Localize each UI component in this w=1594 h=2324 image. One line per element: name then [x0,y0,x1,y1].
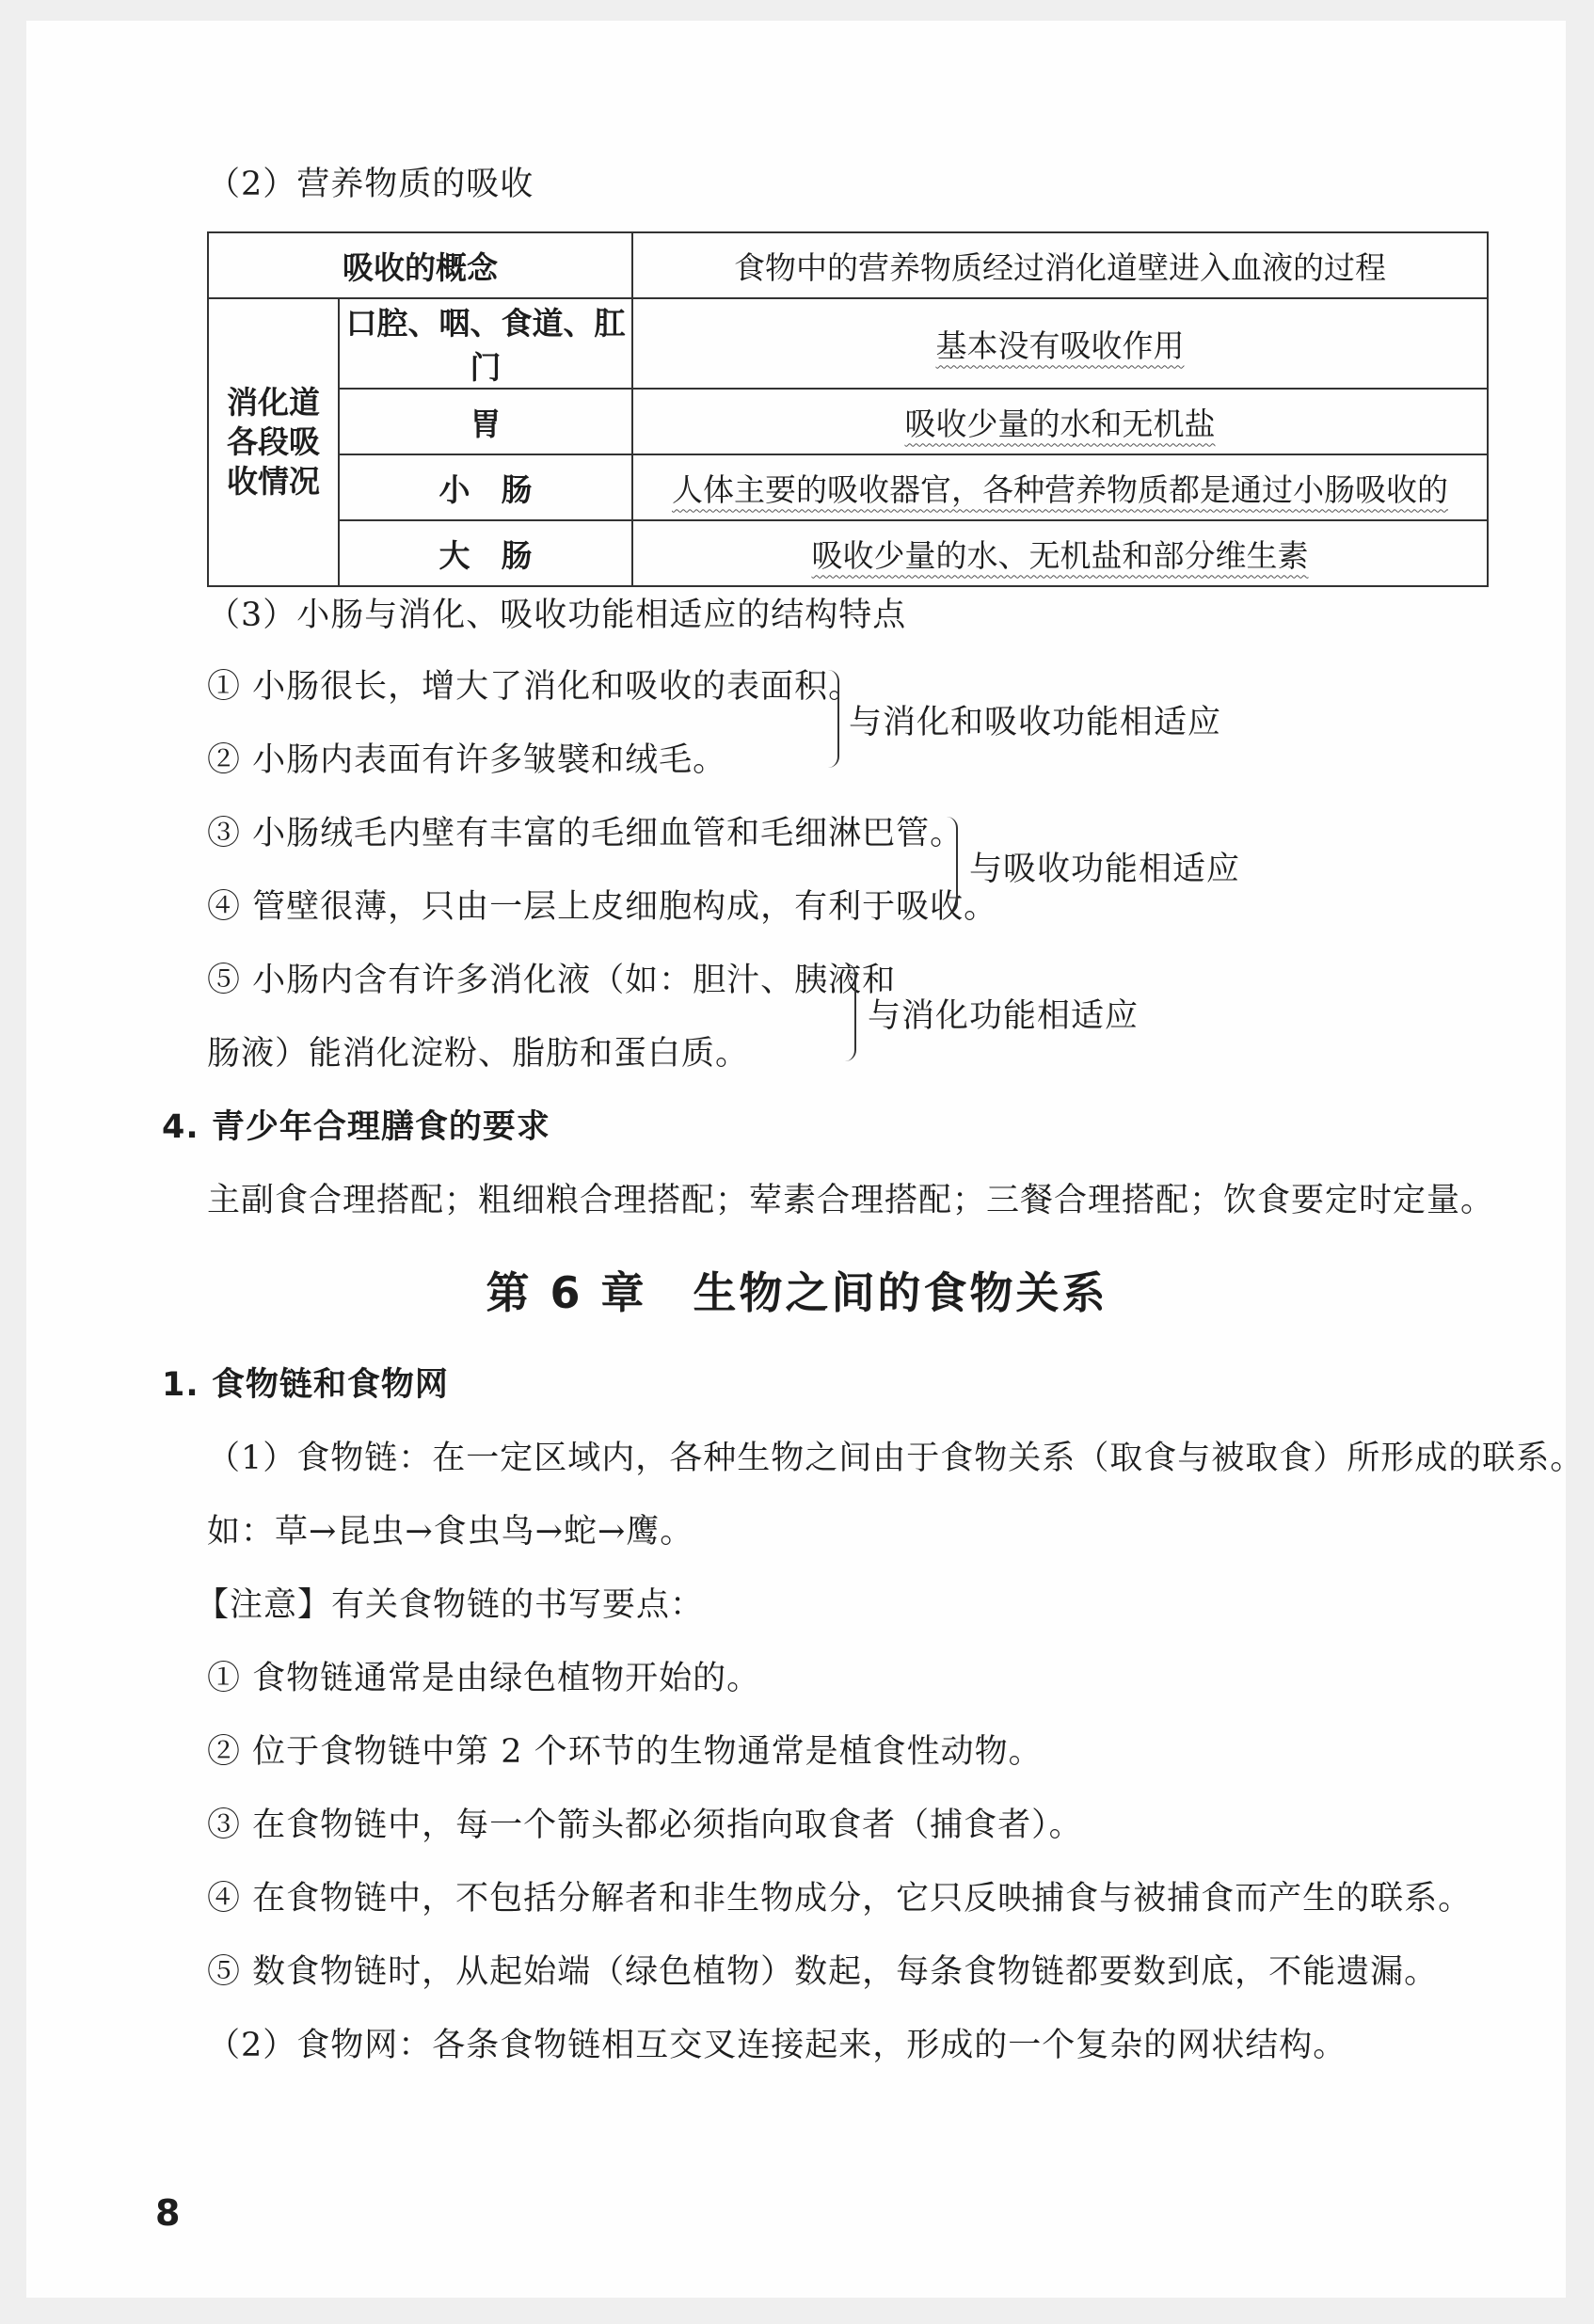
chapter-title: 第 6 章 生物之间的食物关系 [486,1267,1108,1318]
absorption-cell [632,520,1488,586]
absorption-table [207,231,1489,587]
organ-cell: 胃 [339,389,632,454]
absorption-text: 吸收少量的水、无机盐和部分维生素 [811,536,1309,574]
absorption-text: 人体主要的吸收器官，各种营养物质都是通过小肠吸收的 [672,470,1448,508]
list-item: ④ 管壁很薄，只由一层上皮细胞构成，有利于吸收。 [207,888,998,926]
list-item: ② 位于食物链中第 2 个环节的生物通常是植食性动物。 [207,1733,1043,1771]
organ-cell: 口腔、咽、食道、肛门 [339,298,632,389]
page-number: 8 [155,2192,181,2234]
table-row [208,389,1488,454]
list-item: ② 小肠内表面有许多皱襞和绒毛。 [207,741,727,779]
table-row [208,520,1488,586]
table-row [208,454,1488,520]
absorption-cell [632,389,1488,454]
group-label-line: 消化道 [227,384,320,421]
food-web-definition: （2）食物网：各条食物链相互交叉连接起来，形成的一个复杂的网状结构。 [207,2027,1347,2064]
absorption-cell [632,298,1488,389]
brace-label: 与吸收功能相适应 [969,851,1241,888]
brace [828,670,839,768]
brace [947,817,958,915]
section-2-heading: （2）营养物质的吸收 [207,166,534,203]
group-label-line: 各段吸 [227,423,320,460]
organ-cell: 大 肠 [339,520,632,586]
food-chain-example: 如：草→昆虫→食虫鸟→蛇→鹰。 [207,1513,694,1551]
list-item: ⑤ 数食物链时，从起始端（绿色植物）数起，每条食物链都要数到底，不能遗漏。 [207,1953,1439,1991]
section-3-heading: （3）小肠与消化、吸收功能相适应的结构特点 [207,597,907,634]
absorption-cell [632,454,1488,520]
section-4-text: 主副食合理搭配；粗细粮合理搭配；荤素合理搭配；三餐合理搭配；饮食要定时定量。 [207,1182,1495,1219]
concept-label: 吸收的概念 [208,232,632,298]
table-row [208,232,1488,298]
list-item: 肠液）能消化淀粉、脂肪和蛋白质。 [207,1035,750,1073]
brace [845,963,856,1061]
group-label [208,298,339,586]
food-chain-heading: 1. 食物链和食物网 [162,1366,449,1404]
list-item: ⑤ 小肠内含有许多消化液（如：胆汁、胰液和 [207,962,897,999]
list-item: ③ 在食物链中，每一个箭头都必须指向取食者（捕食者）。 [207,1807,1083,1844]
concept-value: 食物中的营养物质经过消化道壁进入血液的过程 [632,232,1488,298]
absorption-text: 基本没有吸收作用 [935,326,1185,364]
list-item: ① 食物链通常是由绿色植物开始的。 [207,1660,761,1697]
table-row [208,298,1488,389]
list-item: ③ 小肠绒毛内壁有丰富的毛细血管和毛细淋巴管。 [207,815,964,852]
list-item: ① 小肠很长，增大了消化和吸收的表面积。 [207,668,863,706]
list-item: ④ 在食物链中，不包括分解者和非生物成分，它只反映捕食与被捕食而产生的联系。 [207,1880,1473,1918]
organ-cell: 小 肠 [339,454,632,520]
note-heading: 【注意】有关食物链的书写要点： [196,1586,705,1624]
group-label-line: 收情况 [227,463,320,500]
food-chain-definition: （1）食物链：在一定区域内，各种生物之间由于食物关系（取食与被取食）所形成的联系。 [207,1440,1585,1477]
absorption-text: 吸收少量的水和无机盐 [904,405,1216,442]
brace-label: 与消化功能相适应 [868,997,1140,1035]
section-4-heading: 4. 青少年合理膳食的要求 [162,1108,550,1146]
brace-label: 与消化和吸收功能相适应 [849,704,1222,741]
